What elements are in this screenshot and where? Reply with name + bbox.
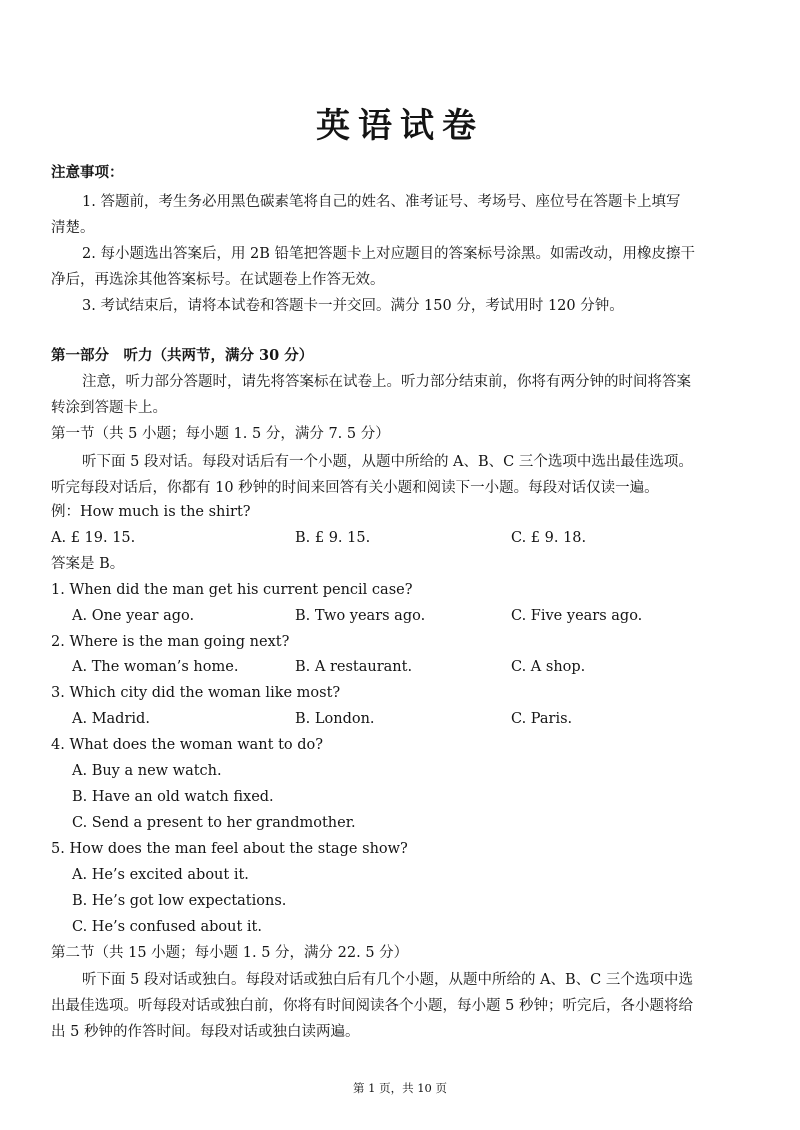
q2-option-c: C. A shop.: [511, 659, 586, 675]
section1-heading: 第一节（共 5 小题；每小题 1. 5 分，满分 7. 5 分）: [51, 426, 390, 442]
part1-intro-line-1: 注意，听力部分答题时，请先将答案标在试卷上。听力部分结束前，你将有两分钟的时间将答案: [82, 374, 691, 390]
section2-intro-line-2: 出最佳选项。听每段对话或独白前，你将有时间阅读各个小题，每小题 5 秒钟；听完后，各小题将给: [51, 998, 693, 1014]
q3-option-a: A. Madrid.: [72, 711, 150, 727]
notice-item-1-line-1: 1. 答题前，考生务必用黑色碳素笔将自己的姓名、准考证号、考场号、座位号在答题卡上填写: [82, 194, 681, 210]
example-option-a: A. £ 19. 15.: [51, 530, 136, 546]
q1-option-a: A. One year ago.: [72, 608, 195, 624]
q2-option-b: B. A restaurant.: [295, 659, 413, 675]
section2-heading: 第二节（共 15 小题；每小题 1. 5 分，满分 22. 5 分）: [51, 945, 409, 961]
part1-intro-line-2: 转涂到答题卡上。: [51, 400, 167, 416]
q4-option-c: C. Send a present to her grandmother.: [72, 815, 356, 831]
q1-option-c: C. Five years ago.: [511, 608, 643, 624]
question-4: 4. What does the woman want to do?: [51, 737, 324, 753]
q3-option-c: C. Paris.: [511, 711, 573, 727]
q2-option-a: A. The woman’s home.: [72, 659, 239, 675]
question-3: 3. Which city did the woman like most?: [51, 685, 341, 701]
q5-option-a: A. He’s excited about it.: [72, 867, 249, 883]
example-question: 例：How much is the shirt?: [51, 504, 251, 520]
q5-option-b: B. He’s got low expectations.: [72, 893, 287, 909]
q4-option-b: B. Have an old watch fixed.: [72, 789, 274, 805]
notice-item-2-line-2: 净后，再选涂其他答案标号。在试题卷上作答无效。: [51, 272, 385, 288]
q3-option-b: B. London.: [295, 711, 375, 727]
page-footer: 第 1 页，共 10 页: [352, 1081, 448, 1095]
example-option-b: B. £ 9. 15.: [295, 530, 371, 546]
notice-item-3: 3. 考试结束后，请将本试卷和答题卡一并交回。满分 150 分，考试用时 120 分钟。: [82, 298, 624, 314]
q4-option-a: A. Buy a new watch.: [72, 763, 222, 779]
section1-intro-line-1: 听下面 5 段对话。每段对话后有一个小题，从题中所给的 A、B、C 三个选项中选出最佳选项。: [82, 454, 693, 470]
section2-intro-line-3: 出 5 秒钟的作答时间。每段对话或独白读两遍。: [51, 1024, 360, 1040]
notice-item-1-line-2: 清楚。: [51, 220, 95, 236]
section2-intro-line-1: 听下面 5 段对话或独白。每段对话或独白后有几个小题，从题中所给的 A、B、C 三个选项中选: [82, 972, 693, 988]
part1-heading: 第一部分 听力（共两节，满分 30 分）: [51, 347, 314, 364]
q5-option-c: C. He’s confused about it.: [72, 919, 262, 935]
question-5: 5. How does the man feel about the stage show?: [51, 841, 408, 857]
example-option-c: C. £ 9. 18.: [511, 530, 587, 546]
notice-heading: 注意事项：: [51, 164, 124, 181]
section1-intro-line-2: 听完每段对话后，你都有 10 秒钟的时间来回答有关小题和阅读下一小题。每段对话仅读一遍。: [51, 480, 659, 496]
notice-item-2-line-1: 2. 每小题选出答案后，用 2B 铅笔把答题卡上对应题目的答案标号涂黑。如需改动，用橡皮擦干: [82, 246, 696, 262]
question-1: 1. When did the man get his current pencil case?: [51, 582, 413, 598]
q1-option-b: B. Two years ago.: [295, 608, 426, 624]
page-title: 英语试卷: [316, 106, 484, 146]
question-2: 2. Where is the man going next?: [51, 634, 290, 650]
example-answer: 答案是 B。: [51, 556, 125, 572]
